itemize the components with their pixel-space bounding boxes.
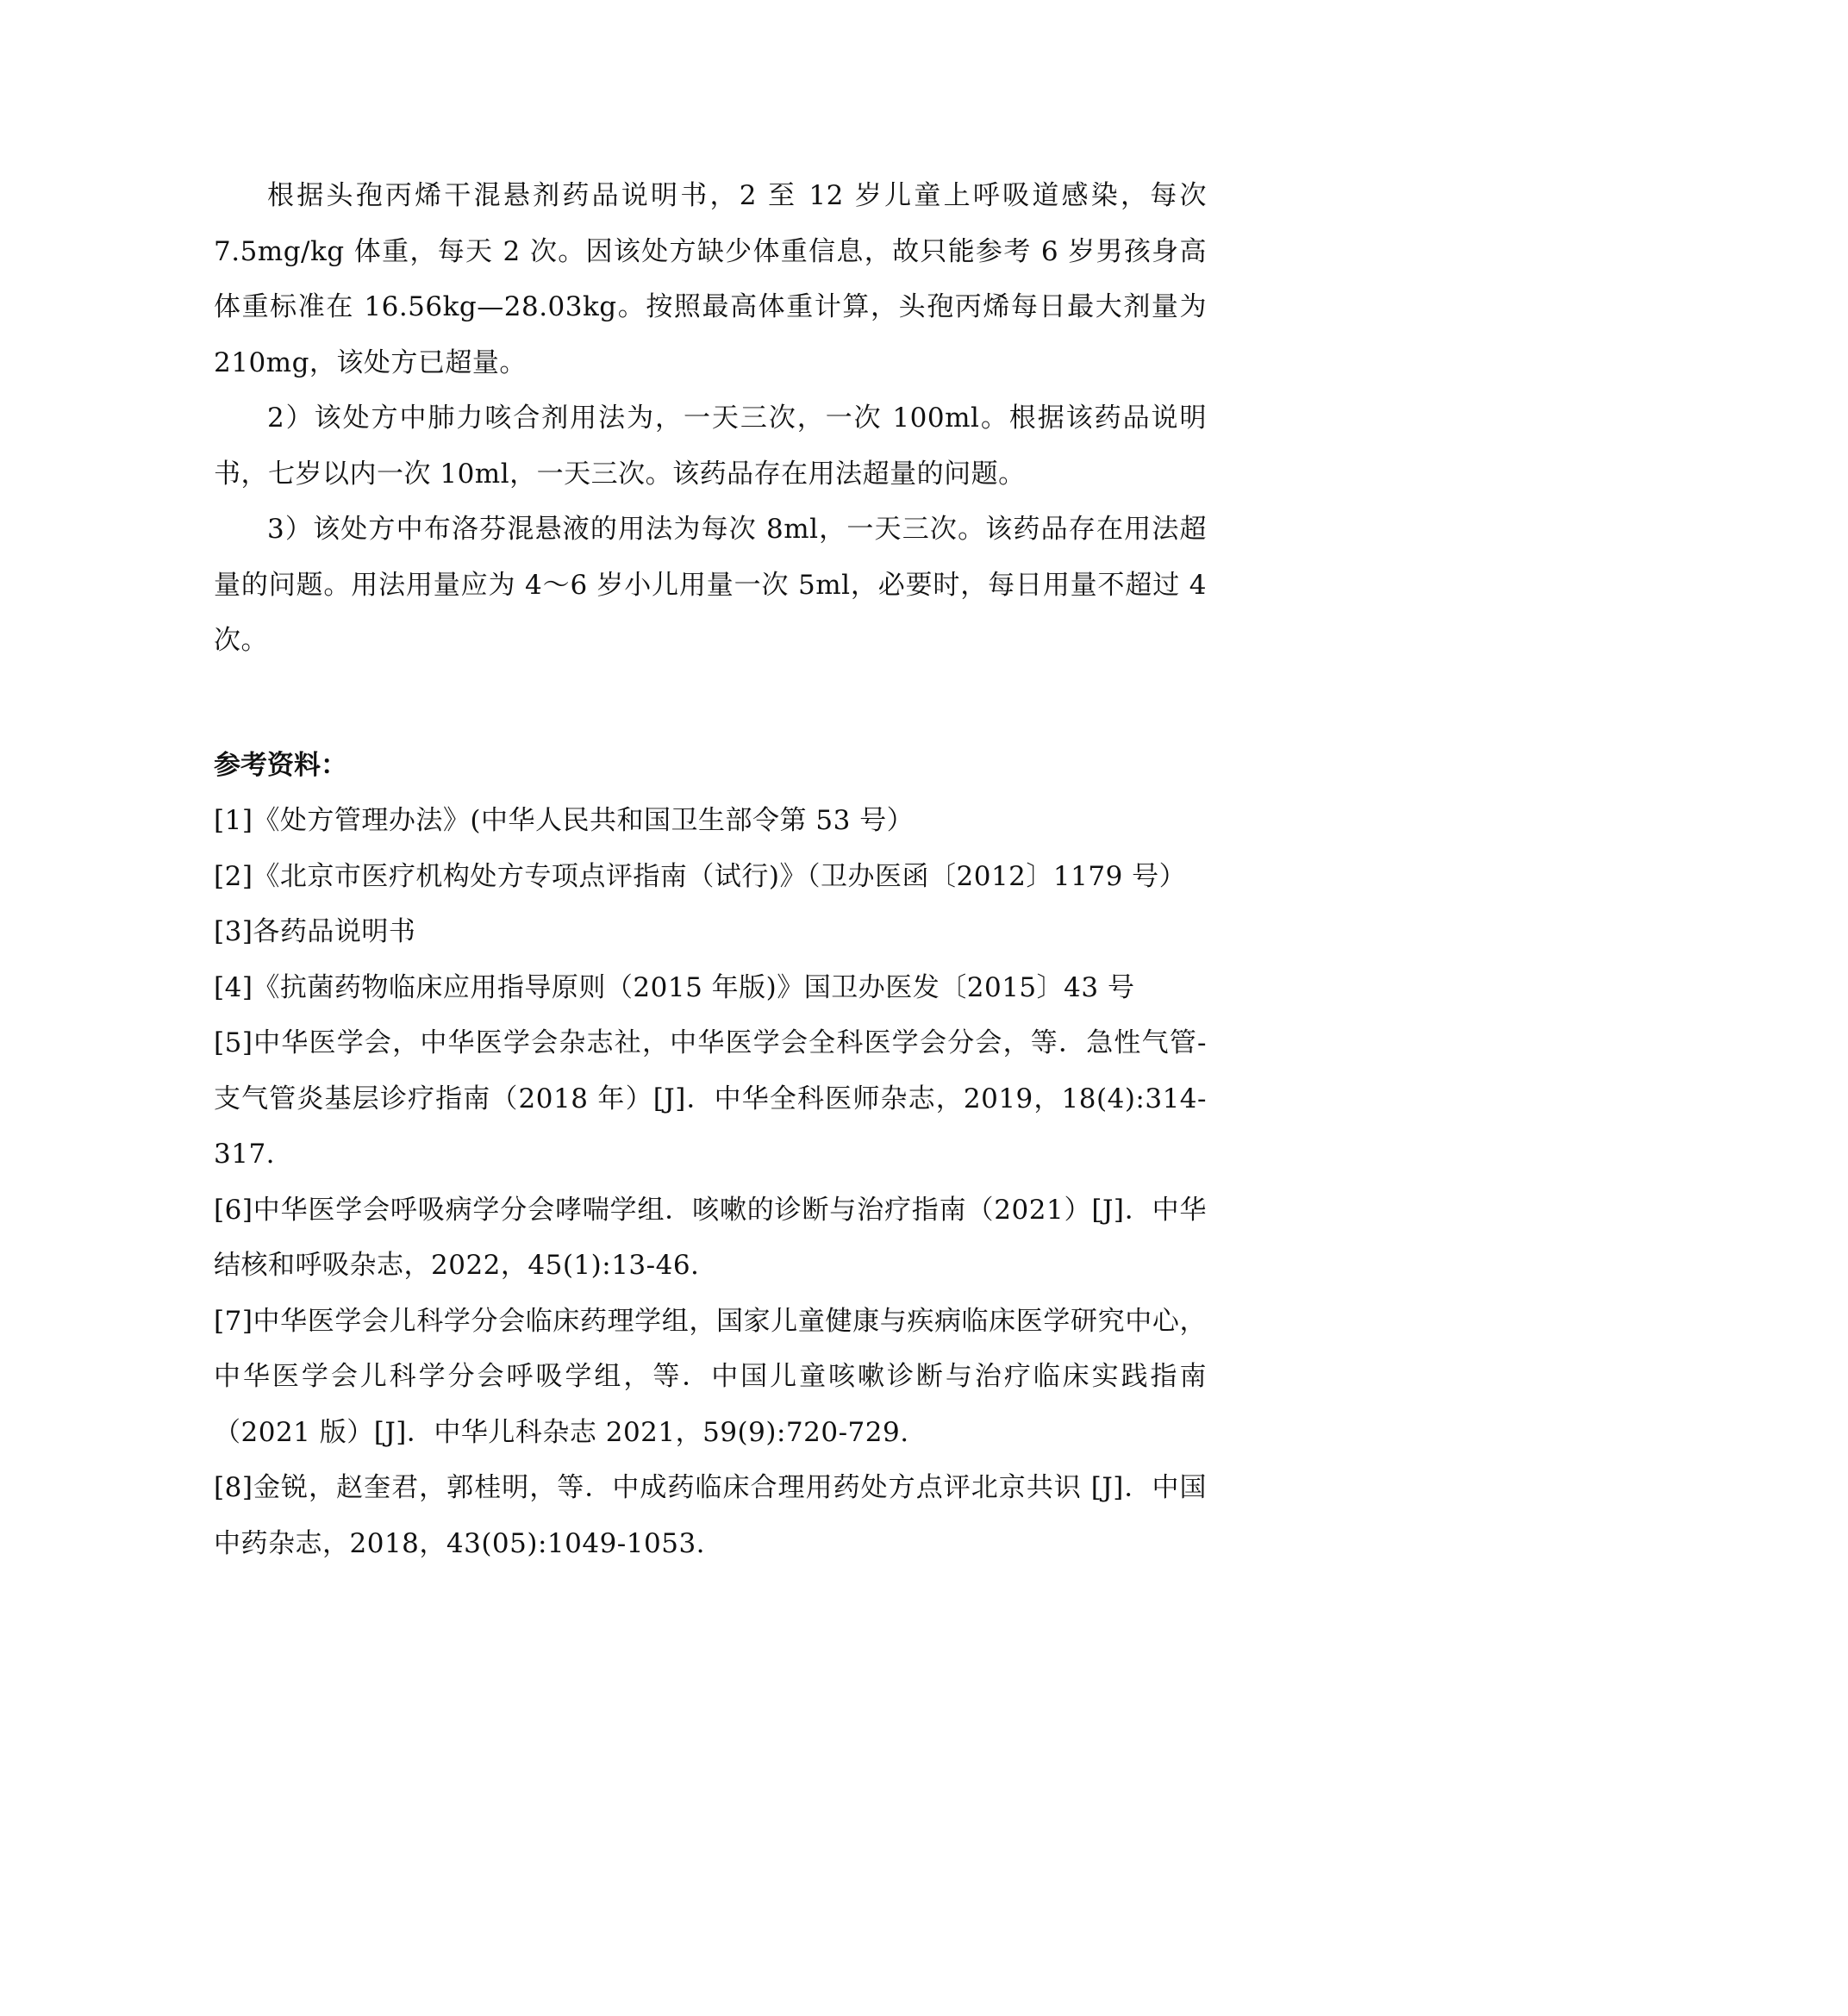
reference-item: [1]《处方管理办法》(中华人民共和国卫生部令第 53 号） — [214, 805, 915, 836]
reference-item: [7]中华医学会儿科学分会临床药理学组，国家儿童健康与疾病临床医学研究中心，中华医学会儿科学分会呼吸学组，等．中国儿童咳嗽诊断与治疗临床实践指南（2021 版）[J]．中华儿科杂志 2021，59(9):720-729. — [214, 1305, 1207, 1448]
body-paragraph: 2）该处方中肺力咳合剂用法为，一天三次，一次 100ml。根据该药品说明书，七岁以内一次 10ml，一天三次。该药品存在用法超量的问题。 — [214, 403, 1207, 490]
reference-item: [3]各药品说明书 — [214, 916, 416, 947]
reference-item: [5]中华医学会，中华医学会杂志社，中华医学会全科医学会分会，等．急性气管-支气管炎基层诊疗指南（2018 年）[J]．中华全科医师杂志，2019，18(4):314-317. — [214, 1027, 1207, 1170]
section-spacer — [214, 669, 1207, 738]
body-paragraph: 3）该处方中布洛芬混悬液的用法为每次 8ml，一天三次。该药品存在用法超量的问题。用法用量应为 4～6 岁小儿用量一次 5ml，必要时，每日用量不超过 4 次。 — [214, 514, 1207, 656]
body-paragraph: 根据头孢丙烯干混悬剂药品说明书，2 至 12 岁儿童上呼吸道感染，每次 7.5mg/kg 体重，每天 2 次。因该处方缺少体重信息，故只能参考 6 岁男孩身高体重标准在 16.56kg—28.03kg。按照最高体重计算，头孢丙烯每日最大剂量为 210mg，该处方已超量。 — [214, 180, 1207, 378]
reference-item: [8]金锐，赵奎君，郭桂明，等．中成药临床合理用药处方点评北京共识 [J]．中国中药杂志，2018，43(05):1049-1053. — [214, 1472, 1207, 1559]
reference-item: [4]《抗菌药物临床应用指导原则（2015 年版)》国卫办医发〔2015〕43 号 — [214, 971, 1135, 1003]
document-body — [214, 168, 1207, 1571]
reference-item: [2]《北京市医疗机构处方专项点评指南（试行)》（卫办医函〔2012〕1179 号） — [214, 860, 1187, 892]
references-list — [214, 793, 1207, 1571]
references-heading: 参考资料： — [214, 749, 347, 781]
reference-item: [6]中华医学会呼吸病学分会哮喘学组．咳嗽的诊断与治疗指南（2021）[J]．中华结核和呼吸杂志，2022，45(1):13-46. — [214, 1194, 1207, 1281]
